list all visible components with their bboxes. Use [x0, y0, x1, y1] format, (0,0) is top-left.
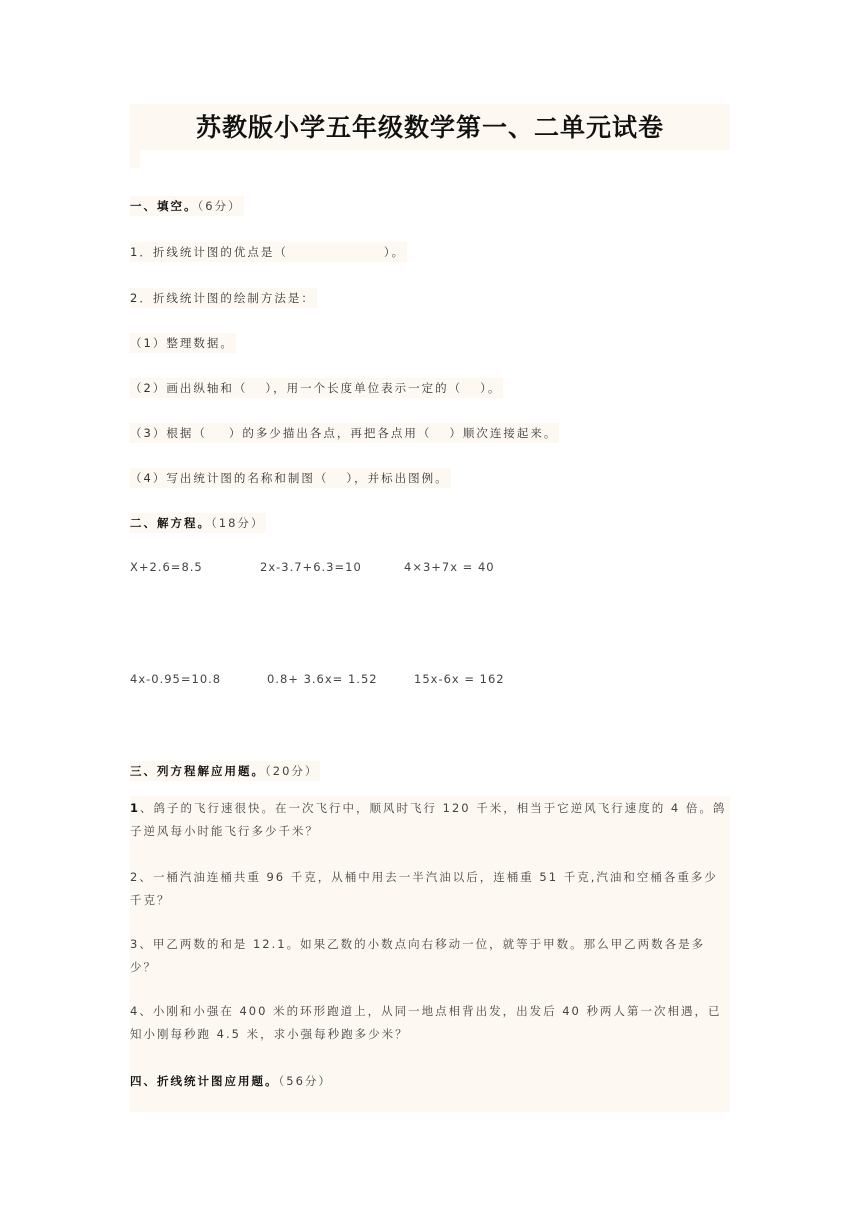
equation-6: 15x-6x = 162 — [414, 672, 505, 686]
step-3-text-b: ）的多少描出各点，再把各点用（ — [228, 426, 432, 440]
equation-2: 2x-3.7+6.3=10 — [260, 560, 362, 574]
equation-4: 4x-0.95=10.8 — [130, 672, 222, 686]
step-3-text-a: （3）根据（ — [130, 426, 207, 440]
step-4-text-a: （4）写出统计图的名称和制图（ — [130, 471, 329, 485]
title-highlight-tail — [130, 150, 140, 168]
step-2-text-b: ），用一个长度单位表示一定的（ — [265, 381, 463, 395]
section-1-score: （6分） — [197, 199, 242, 213]
question-2-step-1: （1）整理数据。 — [130, 333, 236, 353]
equation-5: 0.8+ 3.6x= 1.52 — [267, 672, 378, 686]
section-2-title: 二、解方程。 — [130, 516, 211, 530]
step-4-text-b: ），并标出图例。 — [346, 471, 449, 485]
section-1-heading — [130, 196, 244, 216]
equation-1: X+2.6=8.5 — [130, 560, 203, 574]
section-1-title: 一、填空。 — [130, 199, 198, 213]
section-3-title: 三、列方程解应用题。 — [130, 764, 265, 778]
step-2-text-a: （2）画出纵轴和（ — [130, 381, 248, 395]
step-2-text-c: ）。 — [480, 381, 502, 395]
question-2: 2．折线统计图的绘制方法是： — [130, 288, 317, 308]
page-title: 苏教版小学五年级数学第一、二单元试卷 — [195, 113, 664, 142]
question-1-text: 1．折线统计图的优点是（ — [130, 245, 288, 259]
word-problem-1 — [130, 797, 730, 843]
question-1-end: ）。 — [383, 245, 406, 259]
word-problem-4: 4、小刚和小强在 400 米的环形跑道上，从同一地点相背出发，出发后 40 秒两人第一次相遇，已知小刚每秒跑 4.5 米，求小强每秒跑多少米？ — [130, 1004, 722, 1041]
question-2-step-2 — [130, 378, 503, 398]
word-problem-3: 3、甲乙两数的和是 12.1。如果乙数的小数点向右移动一位，就等于甲数。那么甲乙两数各是多少？ — [130, 937, 706, 974]
section-4-heading — [130, 1071, 334, 1091]
word-problem-2: 2、一桶汽油连桶共重 96 千克，从桶中用去一半汽油以后，连桶重 51 千克,汽油和空桶各重多少千克？ — [130, 870, 718, 907]
problem-1-number: 1 — [130, 801, 141, 815]
section-4-title: 四、折线统计图应用题。 — [130, 1074, 279, 1088]
section-2-heading — [130, 513, 266, 533]
section-2-score: （18分） — [211, 516, 265, 530]
section-3-score: （20分） — [265, 764, 319, 778]
step-3-text-c: ）顺次连接起来。 — [449, 426, 558, 440]
question-2-step-3 — [130, 423, 559, 443]
section-3-heading — [130, 761, 320, 781]
problem-1-text: 、鸽子的飞行速很快。在一次飞行中，顺风时飞行 120 千米，相当于它逆风飞行速度的 4 倍。鸽子逆风每小时能飞行多少千米？ — [130, 801, 727, 838]
question-2-step-4 — [130, 468, 451, 488]
section-4-score: （56分） — [278, 1074, 332, 1088]
question-1 — [130, 242, 407, 262]
equation-3: 4×3+7x = 40 — [404, 560, 495, 574]
